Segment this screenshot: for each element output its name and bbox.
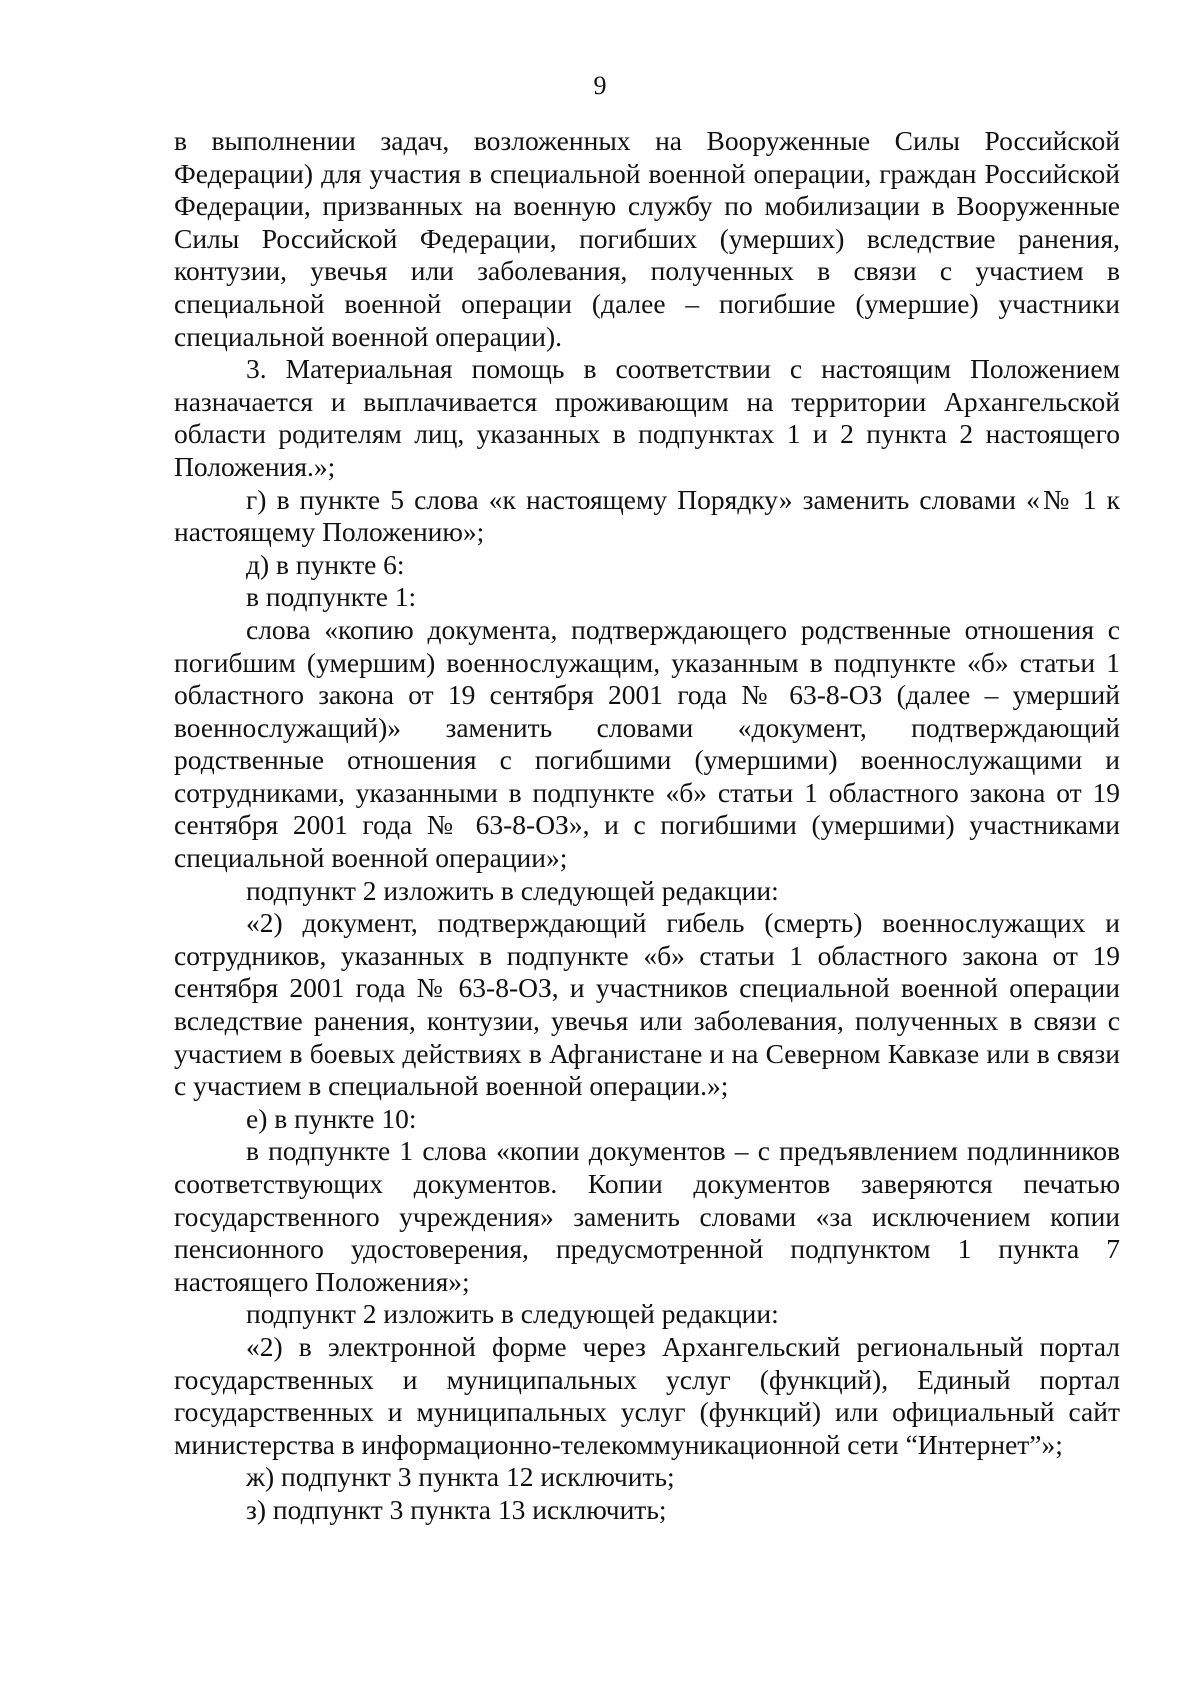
paragraph-e: е) в пункте 10: (246, 1102, 417, 1134)
paragraph-d-subitem-1: в подпункте 1: (246, 581, 417, 613)
paragraph-e-subitem-2-text: «2) в электронной форме через Архангельский региональный портал государственных и муниципальных услуг (функций), Единый портал государственных и муниципальных услуг (функций) или официальный сайт министерства в информационно-телекоммуникационной сети “Интернет”»; (174, 1330, 1120, 1460)
paragraph-zh: ж) подпункт 3 пункта 12 исключить; (246, 1461, 675, 1493)
paragraph-d: д) в пункте 6: (246, 548, 405, 580)
paragraph-d-subitem-2-text: «2) документ, подтверждающий гибель (смерть) военнослужащих и сотрудников, указанных в подпункте «б» статьи 1 областного закона от 19 сентября 2001 года № 63-8-ОЗ, и участников специальной военной операции вследствие ранения, контузии, увечья или заболевания, полученных в связи с участием в боевых действиях в Афганистане и на Северном Кавказе или в связи с участием в специальной военной операции.»; (174, 907, 1120, 1102)
paragraph-e-subitem-2: подпункт 2 изложить в следующей редакции: (246, 1298, 779, 1330)
paragraph-continuation: в выполнении задач, возложенных на Вооруженные Силы Российской Федерации) для участия в специальной военной операции, граждан Российской Федерации, призванных на военную службу по мобилизации в Вооруженные Силы Российской Федерации, погибших (умерших) вследствие ранения, контузии, увечья или заболевания, полученных в связи с участием в специальной военной операции (далее – погибшие (умершие) участники специальной военной операции). (174, 125, 1120, 352)
document-body (174, 125, 1120, 1527)
paragraph-e-subitem-1: в подпункте 1 слова «копии документов – с предъявлением подлинников соответствующих документов. Копии документов заверяются печатью государственного учреждения» заменить словами «за исключением копии пенсионного удостоверения, предусмотренной подпунктом 1 пункта 7 настоящего Положения»; (174, 1135, 1120, 1297)
page-number: 9 (593, 71, 607, 100)
paragraph-item-3: 3. Материальная помощь в соответствии с настоящим Положением назначается и выплачивается проживающим на территории Архангельской области родителям лиц, указанных в подпунктах 1 и 2 пункта 2 настоящего Положения.»; (174, 353, 1120, 482)
paragraph-d-subitem-2: подпункт 2 изложить в следующей редакции: (246, 874, 779, 906)
paragraph-d-words: слова «копию документа, подтверждающего родственные отношения с погибшим (умершим) военнослужащим, указанным в подпункте «б» статьи 1 областного закона от 19 сентября 2001 года № 63-8-ОЗ (далее – умерший военнослужащий)» заменить словами «документ, подтверждающий родственные отношения с погибшими (умершими) военнослужащими и сотрудниками, указанными в подпункте «б» статьи 1 областного закона от 19 сентября 2001 года № 63-8-ОЗ», и с погибшими (умершими) участниками специальной военной операции»; (174, 613, 1120, 874)
paragraph-g: г) в пункте 5 слова «к настоящему Порядку» заменить словами «№ 1 к настоящему Положению»; (174, 483, 1120, 548)
paragraph-z: з) подпункт 3 пункта 13 исключить; (246, 1493, 667, 1525)
